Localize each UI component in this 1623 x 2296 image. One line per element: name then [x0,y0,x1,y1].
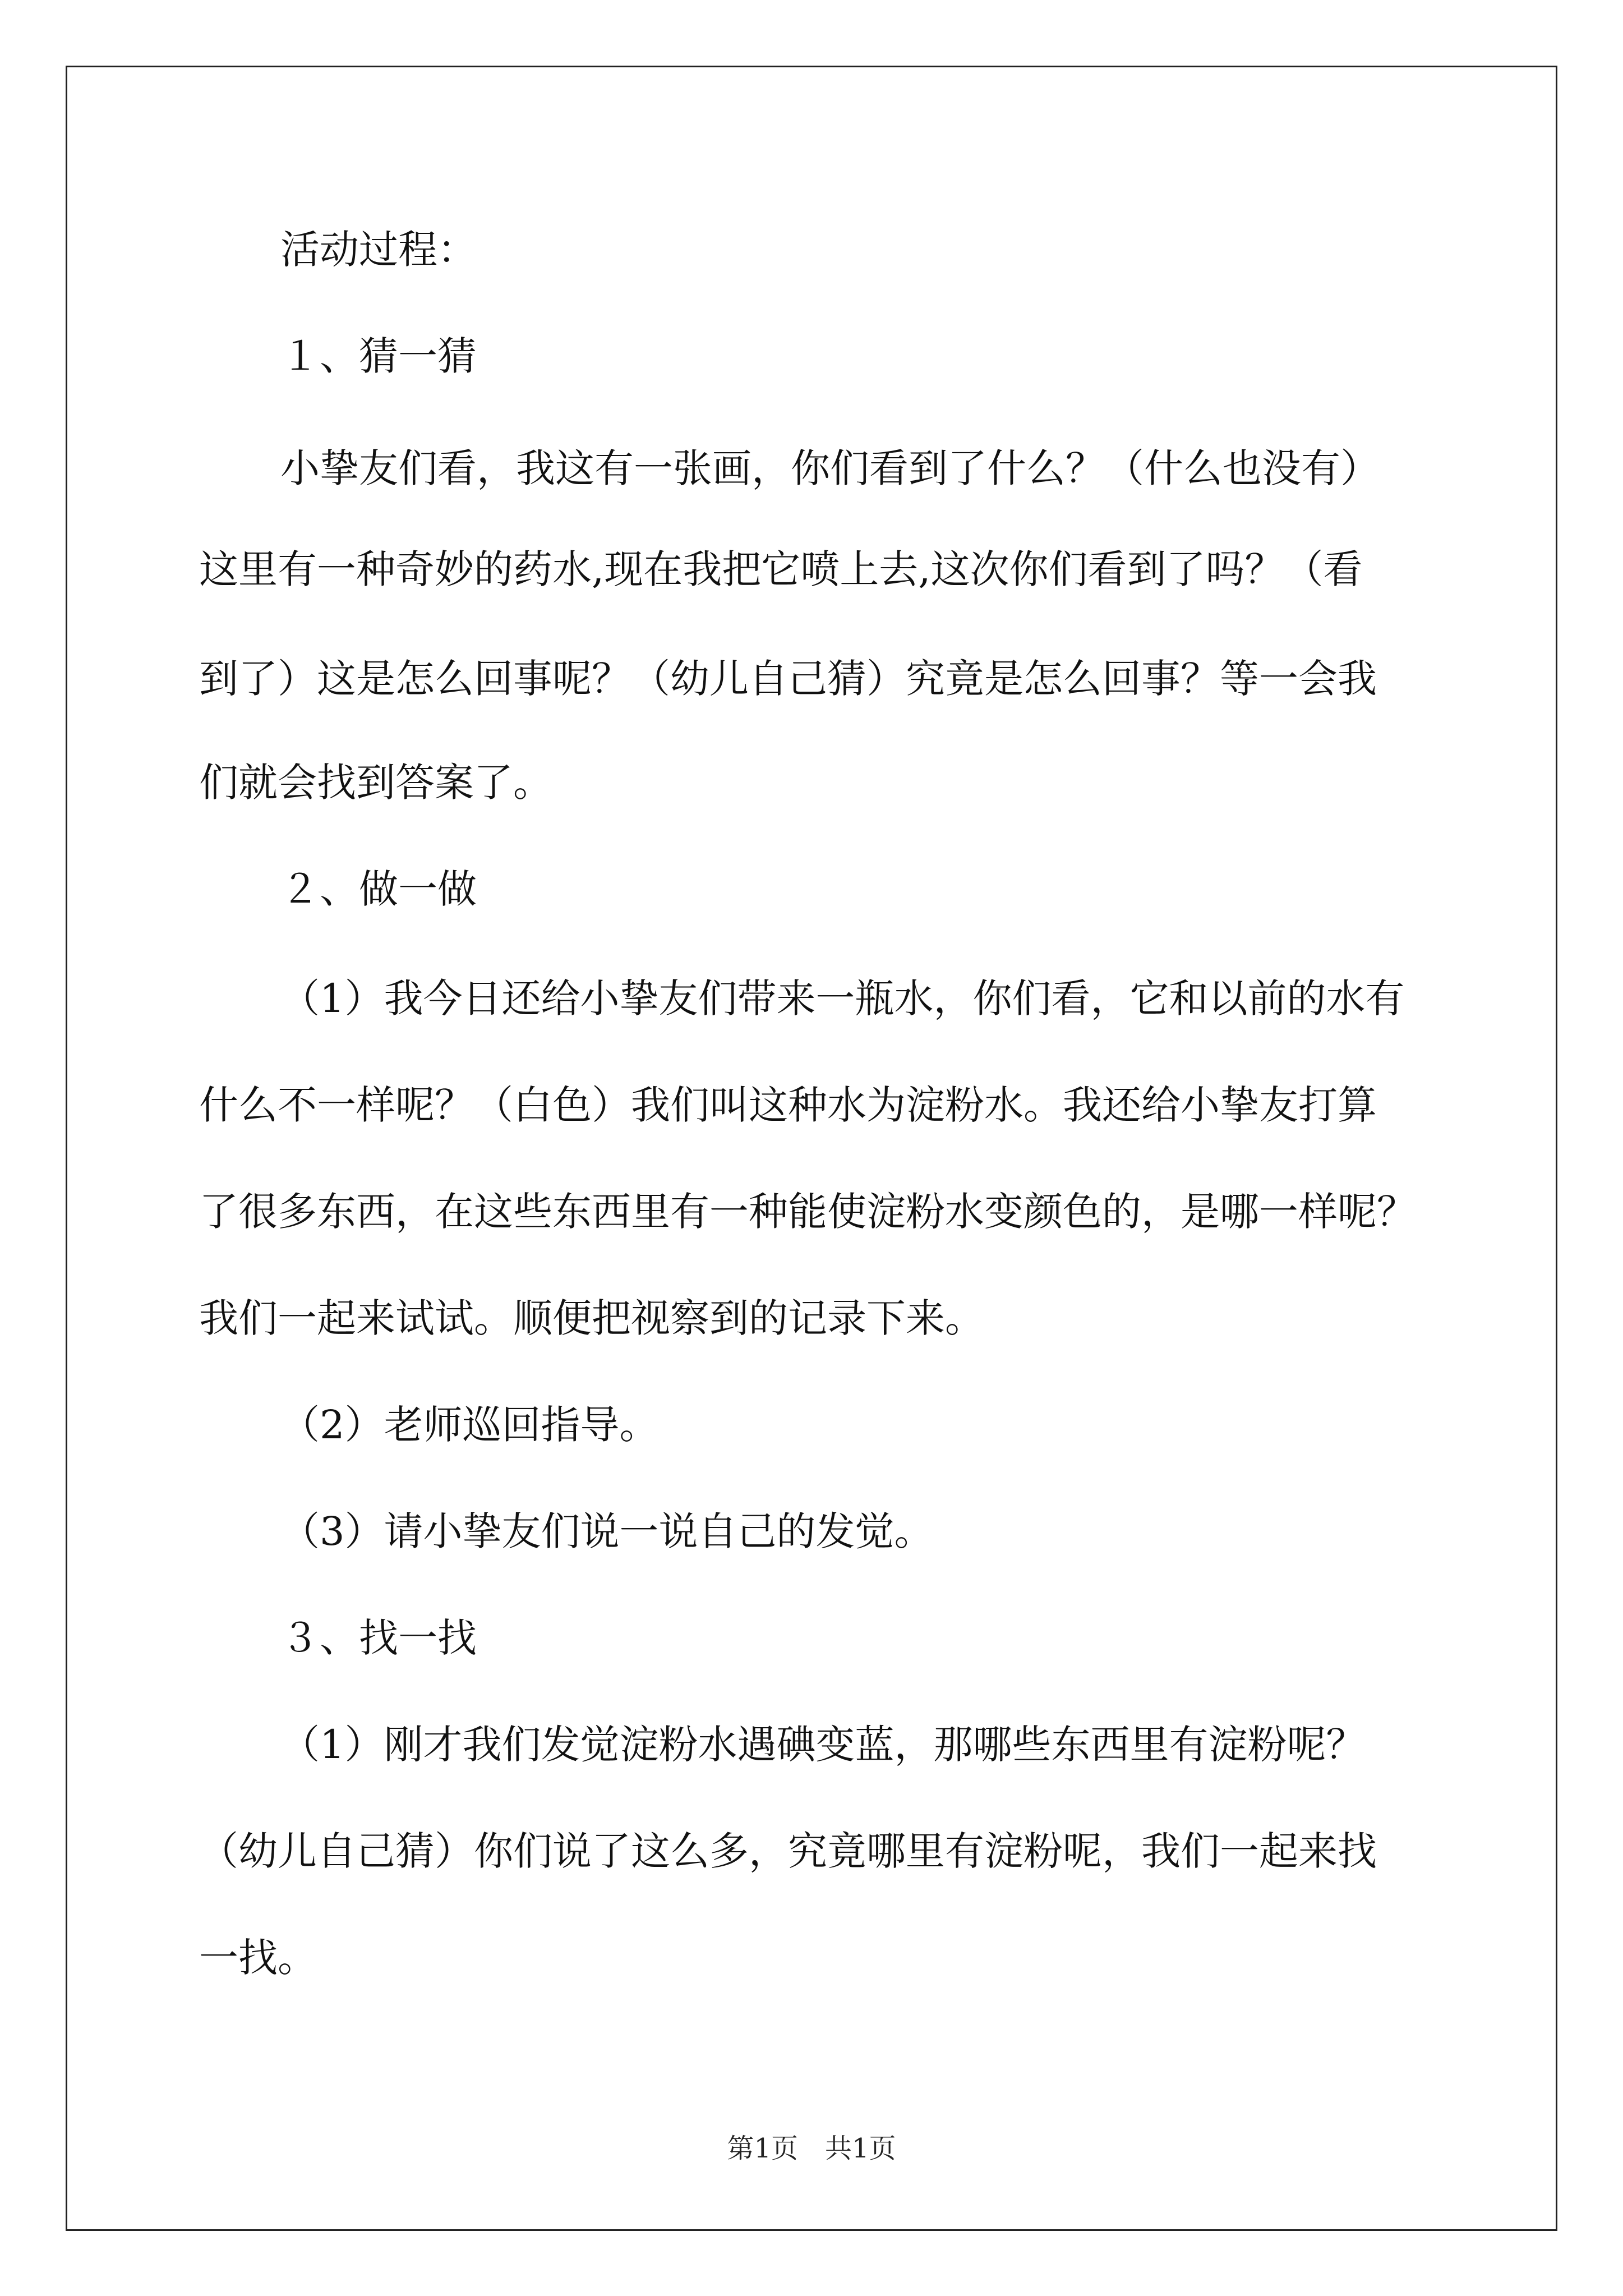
paragraph-line: 了很多东西，在这些东西里有一种能使淀粉水变颜色的，是哪一样呢？ [199,1189,1416,1235]
paragraph-line: 到了）这是怎么回事呢？（幼儿自己猜）究竟是怎么回事？等一会我 [199,656,1377,702]
paragraph-line: 我们一起来试试。顺便把视察到的记录下来。 [199,1295,984,1341]
paragraph-line: （2）老师巡回指导。 [280,1402,659,1448]
heading-activity-process: 活动过程： [280,227,477,273]
paragraph-line: 们就会找到答案了。 [199,760,552,806]
section-heading-find: ３、找一找 [280,1615,477,1661]
paragraph-line: （3）请小挚友们说一说自己的发觉。 [280,1508,934,1554]
paragraph-line: （1）我今日还给小挚友们带来一瓶水，你们看，它和以前的水有 [280,976,1405,1022]
paragraph-line: 什么不一样呢？（白色）我们叫这种水为淀粉水。我还给小挚友打算 [199,1082,1377,1128]
section-heading-do: ２、做一做 [280,866,477,912]
paragraph-line: 一找。 [199,1935,317,1981]
section-heading-guess: １、猜一猜 [280,333,477,379]
page-border [66,66,1557,2231]
paragraph-line: （幼儿自己猜）你们说了这么多，究竟哪里有淀粉呢，我们一起来找 [199,1828,1377,1874]
paragraph-line: （1）刚才我们发觉淀粉水遇碘变蓝，那哪些东西里有淀粉呢？ [280,1722,1366,1768]
paragraph-line: 小挚友们看，我这有一张画，你们看到了什么？（什么也没有） [280,445,1380,491]
page-footer: 第1页 共1页 [727,2133,896,2164]
paragraph-line: 这里有一种奇妙的药水,现在我把它喷上去,这次你们看到了吗？（看 [199,546,1363,592]
